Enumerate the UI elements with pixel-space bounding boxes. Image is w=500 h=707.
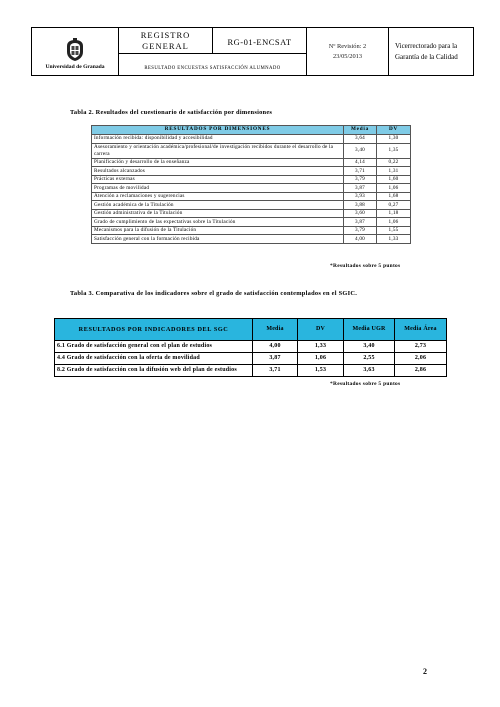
table3-note: *Resultados sobre 5 puntos [330,381,401,387]
dv-value: 1,33 [377,235,411,244]
media-value: 3,79 [344,175,377,184]
university-name: Universidad de Granada [45,63,105,70]
office-name: Vicerrectorado para la Garantía de la Calidad [389,28,474,76]
media-value: 3,79 [344,226,377,235]
media-ugr-value: 3,40 [344,341,395,353]
media-area-value: 2,86 [395,365,447,377]
media-ugr-value: 3,63 [344,365,395,377]
dv-value: 1,30 [377,135,411,144]
column-header-media: Media [253,319,298,341]
dv-value: 1,31 [377,167,411,176]
dimension-label: Asesoramiento y orientación académica/profesional/de investigación recibidos durante el desarrollo de la carrera [92,143,344,158]
media-value: 4,00 [344,235,377,244]
column-header-dv: DV [298,319,344,341]
table3-caption: Tabla 3. Comparativa de los indicadores sobre el grado de satisfacción contemplados en el SGIC. [70,290,358,297]
dv-value: 1,06 [298,353,344,365]
media-area-value: 2,73 [395,341,447,353]
media-value: 3,87 [344,218,377,227]
media-value: 3,93 [344,192,377,201]
table-row [55,365,447,377]
dv-value: 1,68 [377,192,411,201]
media-value: 3,87 [344,184,377,193]
dv-value: 1,55 [377,226,411,235]
document-subtitle: RESULTADO ENCUESTAS SATISFACCIÓN ALUMNADO [119,54,307,76]
table-row [55,341,447,353]
dv-value: 1,06 [377,184,411,193]
column-header-indicators: RESULTADOS POR INDICADORES DEL SGC [55,319,253,341]
dimensions-table [91,125,411,244]
dv-value: 0,22 [377,158,411,167]
dimension-label: Programas de movilidad [92,184,344,193]
indicator-label: 4.4 Grado de satisfacción con la oferta de movilidad [55,353,253,365]
column-header-media: Media [344,126,377,135]
dimension-label: Resultados alcanzados [92,167,344,176]
dimension-label: Satisfacción general con la formación recibida [92,235,344,244]
university-crest-icon [64,38,86,62]
table-row [92,235,411,244]
column-header-dimensions: RESULTADOS POR DIMENSIONES [92,126,344,135]
table-row [92,201,411,210]
media-value: 3,88 [344,201,377,210]
table-row [92,175,411,184]
register-code: RG-01-ENCSAT [213,28,307,54]
indicators-table [54,318,447,377]
dv-value: 1,33 [298,341,344,353]
column-header-dv: DV [377,126,411,135]
media-value: 3,40 [344,143,377,158]
register-title: REGISTRO GENERAL [119,28,213,54]
table2-note: *Resultados sobre 5 puntos [330,263,401,269]
table-row [92,184,411,193]
media-value: 3,64 [344,135,377,144]
dv-value: 1,60 [377,175,411,184]
table2-caption: Tabla 2. Resultados del cuestionario de satisfacción por dimensiones [70,109,273,116]
document-header [31,27,474,76]
column-header-media-ugr: Media UGR [344,319,395,341]
media-area-value: 2,06 [395,353,447,365]
table-row [92,192,411,201]
table-row [92,226,411,235]
dimension-label: Planificación y desarrollo de la enseñanza [92,158,344,167]
dimension-label: Prácticas externas [92,175,344,184]
table-row [92,218,411,227]
dv-value: 1,18 [377,209,411,218]
media-value: 4,00 [253,341,298,353]
dimension-label: Gestión académica de la Titulación [92,201,344,210]
table-row [92,143,411,158]
dimension-label: Atención a reclamaciones y sugerencias [92,192,344,201]
media-value: 3,60 [344,209,377,218]
dv-value: 0,27 [377,201,411,210]
media-value: 3,71 [253,365,298,377]
media-value: 3,87 [253,353,298,365]
dv-value: 1,35 [377,143,411,158]
table-row [92,167,411,176]
dimension-label: Grado de cumplimiento de las expectativas sobre la Titulación [92,218,344,227]
dv-value: 1,53 [298,365,344,377]
media-value: 4,14 [344,158,377,167]
table-row [92,209,411,218]
table-row [92,135,411,144]
media-value: 3,71 [344,167,377,176]
column-header-media-area: Media Área [395,319,447,341]
table-row [92,158,411,167]
dimension-label: Gestión administrativa de la Titulación [92,209,344,218]
university-logo-cell [32,28,119,76]
dv-value: 1,06 [377,218,411,227]
dimension-label: Mecanismos para la difusión de la Titulación [92,226,344,235]
revision-info: Nº Revisión: 2 23/05/2013 [307,28,389,76]
media-ugr-value: 2,55 [344,353,395,365]
indicator-label: 6.1 Grado de satisfacción general con el plan de estudios [55,341,253,353]
dimension-label: Información recibida: disponibilidad y accesibilidad [92,135,344,144]
page-number: 2 [423,667,427,676]
table-row [55,353,447,365]
indicator-label: 8.2 Grado de satisfacción con la difusión web del plan de estudios [55,365,253,377]
